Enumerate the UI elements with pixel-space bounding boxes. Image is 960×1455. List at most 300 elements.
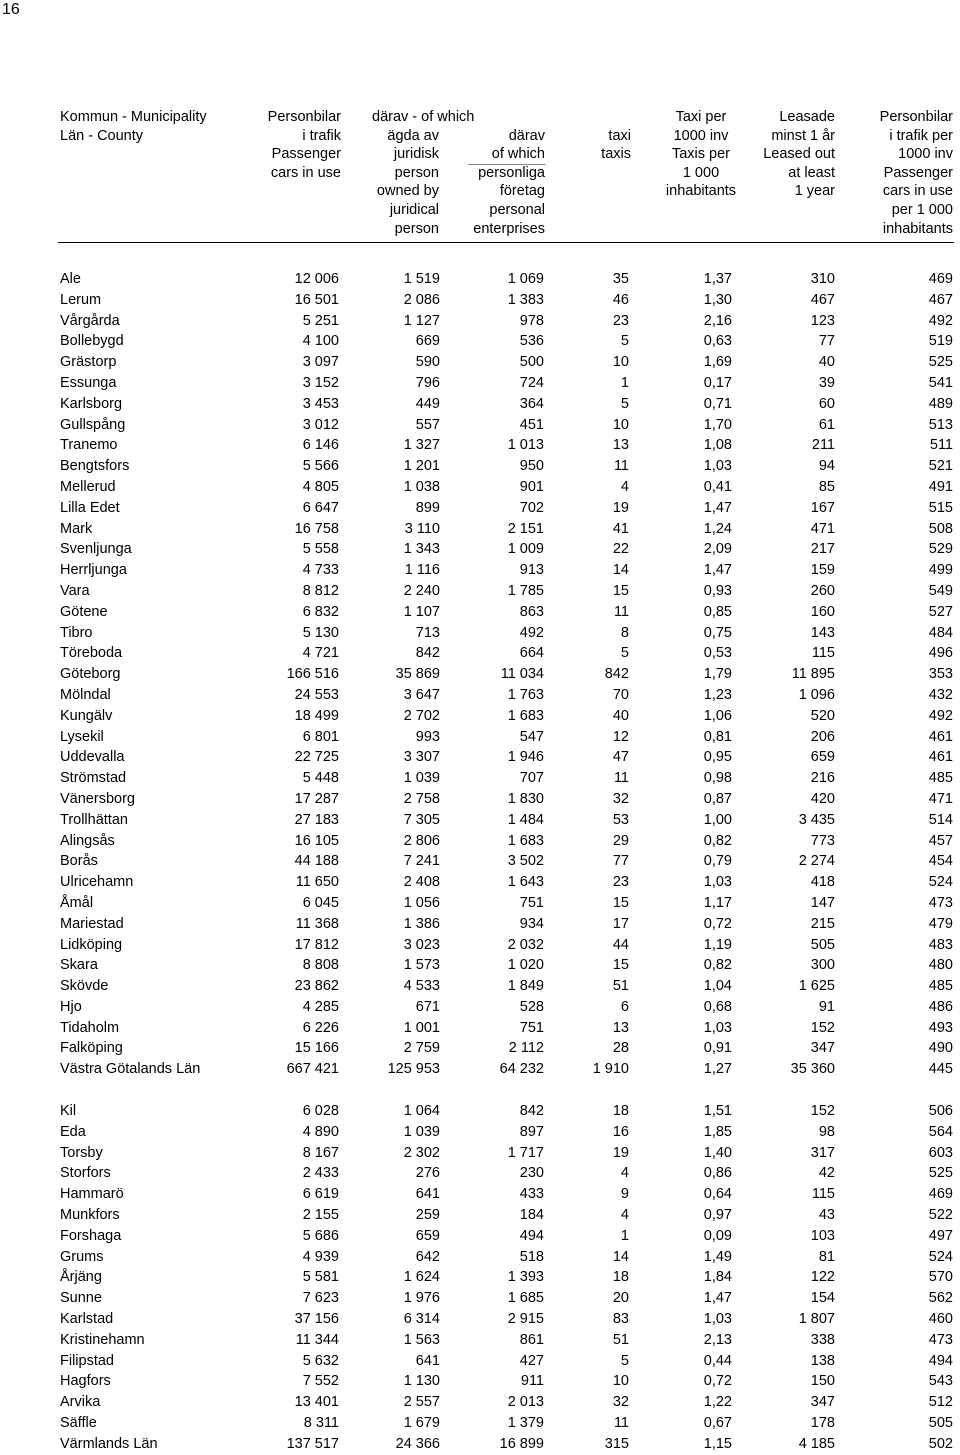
taxi-per-1000-cell: 0,86 bbox=[703, 1165, 732, 1182]
taxi-per-1000-cell: 0,82 bbox=[703, 832, 732, 849]
table-row bbox=[0, 643, 960, 664]
cars-per-1000-cell: 492 bbox=[928, 312, 953, 329]
table-row bbox=[0, 1143, 960, 1164]
juridical-cell: 2 806 bbox=[403, 832, 440, 849]
municipality-cell: Karlsborg bbox=[60, 395, 123, 412]
taxi-cell: 8 bbox=[620, 624, 629, 641]
municipality-cell: Götene bbox=[60, 603, 108, 620]
leased-cell: 1 625 bbox=[798, 978, 835, 995]
table-row bbox=[0, 581, 960, 602]
cars-in-use-cell: 5 581 bbox=[302, 1269, 339, 1286]
taxi-cell: 20 bbox=[612, 1290, 629, 1307]
personal-enterprises-cell: 1 785 bbox=[507, 582, 544, 599]
taxi-cell: 9 bbox=[620, 1186, 629, 1203]
municipality-cell: Göteborg bbox=[60, 666, 121, 683]
municipality-cell: Skara bbox=[60, 957, 98, 974]
leased-cell: 94 bbox=[818, 458, 835, 475]
taxi-per-1000-cell: 1,47 bbox=[703, 562, 732, 579]
cars-in-use-cell: 3 097 bbox=[302, 354, 339, 371]
table-row bbox=[0, 810, 960, 831]
header-line: personliga bbox=[478, 164, 545, 181]
municipality-cell: Skövde bbox=[60, 978, 109, 995]
taxi-cell: 15 bbox=[612, 894, 629, 911]
personal-enterprises-cell: 11 034 bbox=[500, 666, 544, 683]
cars-per-1000-cell: 506 bbox=[928, 1103, 953, 1119]
personal-enterprises-cell: 702 bbox=[519, 499, 544, 516]
municipality-cell: Uddevalla bbox=[60, 749, 125, 766]
juridical-cell: 641 bbox=[415, 1186, 440, 1203]
taxi-cell: 315 bbox=[604, 1435, 629, 1452]
table-row bbox=[0, 1351, 960, 1372]
table-row bbox=[0, 1247, 960, 1268]
leased-cell: 60 bbox=[818, 395, 835, 412]
cars-in-use-cell: 3 012 bbox=[302, 416, 339, 433]
header-line: ägda av bbox=[387, 127, 439, 144]
table-row bbox=[0, 498, 960, 519]
juridical-cell: 713 bbox=[415, 624, 440, 641]
juridical-cell: 4 533 bbox=[403, 978, 440, 995]
header-line: 1000 inv bbox=[673, 127, 729, 144]
personal-enterprises-cell: 492 bbox=[519, 624, 544, 641]
taxi-per-1000-cell: 1,03 bbox=[703, 1310, 732, 1327]
personal-enterprises-cell: 2 013 bbox=[507, 1394, 544, 1411]
personal-enterprises-cell: 1 717 bbox=[507, 1144, 544, 1161]
personal-enterprises-cell: 724 bbox=[519, 374, 544, 391]
juridical-cell: 449 bbox=[415, 395, 440, 412]
leased-cell: 85 bbox=[818, 478, 835, 495]
personal-enterprises-cell: 528 bbox=[519, 998, 544, 1015]
table-body-varmland bbox=[0, 1101, 960, 1455]
cars-in-use-cell: 44 188 bbox=[294, 853, 339, 870]
leased-cell: 347 bbox=[810, 1394, 835, 1411]
leased-cell: 167 bbox=[810, 499, 835, 516]
leased-cell: 317 bbox=[810, 1144, 835, 1161]
taxi-cell: 46 bbox=[612, 291, 629, 308]
table-row bbox=[0, 311, 960, 332]
juridical-cell: 3 023 bbox=[403, 936, 440, 953]
taxi-cell: 17 bbox=[612, 915, 629, 932]
cars-per-1000-cell: 522 bbox=[928, 1206, 953, 1223]
cars-per-1000-cell: 469 bbox=[928, 271, 953, 287]
leased-cell: 39 bbox=[818, 374, 835, 391]
leased-cell: 420 bbox=[810, 790, 835, 807]
leased-cell: 260 bbox=[810, 582, 835, 599]
leased-cell: 216 bbox=[810, 770, 835, 787]
personal-enterprises-cell: 751 bbox=[519, 894, 544, 911]
taxi-cell: 32 bbox=[612, 790, 629, 807]
cars-in-use-cell: 4 733 bbox=[302, 562, 339, 579]
juridical-cell: 796 bbox=[415, 374, 440, 391]
leased-cell: 154 bbox=[810, 1290, 835, 1307]
taxi-per-1000-cell: 1,49 bbox=[703, 1248, 732, 1265]
taxi-per-1000-cell: 0,71 bbox=[703, 395, 732, 412]
cars-per-1000-cell: 529 bbox=[928, 541, 953, 558]
table-row bbox=[0, 456, 960, 477]
leased-cell: 103 bbox=[810, 1227, 835, 1244]
header-line: Passenger bbox=[271, 146, 341, 163]
taxi-cell: 19 bbox=[612, 499, 629, 516]
personal-enterprises-cell: 934 bbox=[519, 915, 544, 932]
municipality-cell: Säffle bbox=[60, 1414, 97, 1431]
taxi-per-1000-cell: 1,22 bbox=[703, 1394, 732, 1411]
municipality-cell: Grums bbox=[60, 1248, 104, 1265]
personal-enterprises-cell: 707 bbox=[519, 770, 544, 787]
juridical-cell: 3 647 bbox=[403, 686, 440, 703]
personal-enterprises-cell: 2 151 bbox=[507, 520, 544, 537]
municipality-cell: Ale bbox=[60, 271, 81, 287]
municipality-cell: Gullspång bbox=[60, 416, 126, 433]
cars-per-1000-cell: 483 bbox=[928, 936, 953, 953]
table-row bbox=[0, 1330, 960, 1351]
taxi-cell: 23 bbox=[612, 874, 629, 891]
cars-per-1000-cell: 491 bbox=[928, 478, 953, 495]
header-rule bbox=[58, 242, 954, 243]
personal-enterprises-cell: 1 683 bbox=[507, 832, 544, 849]
juridical-cell: 259 bbox=[415, 1206, 440, 1223]
table-row bbox=[0, 1288, 960, 1309]
municipality-cell: Årjäng bbox=[60, 1269, 102, 1286]
taxi-cell: 10 bbox=[612, 416, 629, 433]
cars-per-1000-cell: 562 bbox=[928, 1290, 953, 1307]
cars-in-use-cell: 27 183 bbox=[294, 811, 339, 828]
taxi-per-1000-cell: 1,17 bbox=[703, 894, 732, 911]
municipality-cell: Mellerud bbox=[60, 478, 116, 495]
municipality-cell: Mark bbox=[60, 520, 93, 537]
leased-cell: 43 bbox=[818, 1206, 835, 1223]
cars-per-1000-cell: 485 bbox=[928, 978, 953, 995]
header-line: 1 year bbox=[794, 183, 835, 200]
personal-enterprises-cell: 500 bbox=[519, 354, 544, 371]
header-line: Personbilar bbox=[879, 109, 953, 125]
table-row bbox=[0, 415, 960, 436]
header-line: Leased out bbox=[763, 146, 835, 163]
personal-enterprises-cell: 1 849 bbox=[507, 978, 544, 995]
municipality-cell: Forshaga bbox=[60, 1227, 122, 1244]
leased-cell: 520 bbox=[810, 707, 835, 724]
header-line: Personbilar bbox=[267, 109, 341, 125]
table-row bbox=[0, 1371, 960, 1392]
municipality-cell: Alingsås bbox=[60, 832, 115, 849]
cars-per-1000-cell: 527 bbox=[928, 603, 953, 620]
personal-enterprises-cell: 950 bbox=[519, 458, 544, 475]
juridical-cell: 1 327 bbox=[403, 437, 440, 454]
personal-enterprises-cell: 1 013 bbox=[507, 437, 544, 454]
header-line: per 1 000 bbox=[891, 201, 953, 218]
municipality-cell: Filipstad bbox=[60, 1352, 114, 1369]
cars-per-1000-cell: 564 bbox=[928, 1123, 953, 1140]
taxi-cell: 19 bbox=[612, 1144, 629, 1161]
municipality-cell: Essunga bbox=[60, 374, 117, 391]
taxi-cell: 1 bbox=[620, 374, 629, 391]
cars-in-use-cell: 11 368 bbox=[295, 915, 339, 932]
juridical-cell: 993 bbox=[415, 728, 440, 745]
juridical-cell: 3 307 bbox=[403, 749, 440, 766]
taxi-per-1000-cell: 1,79 bbox=[703, 666, 732, 683]
municipality-cell: Borås bbox=[60, 853, 98, 870]
leased-cell: 115 bbox=[811, 645, 835, 662]
header-taxi bbox=[601, 127, 631, 164]
taxi-per-1000-cell: 0,93 bbox=[703, 582, 732, 599]
taxi-cell: 5 bbox=[620, 1352, 629, 1369]
taxi-cell: 14 bbox=[612, 562, 629, 579]
personal-enterprises-cell: 1 685 bbox=[507, 1290, 544, 1307]
cars-in-use-cell: 6 028 bbox=[302, 1103, 339, 1119]
personal-enterprises-cell: 1 393 bbox=[507, 1269, 544, 1286]
taxi-cell: 77 bbox=[612, 853, 629, 870]
personal-enterprises-cell: 184 bbox=[519, 1206, 544, 1223]
leased-cell: 1 096 bbox=[798, 686, 835, 703]
cars-per-1000-cell: 524 bbox=[928, 874, 953, 891]
table-row bbox=[0, 1392, 960, 1413]
juridical-cell: 2 759 bbox=[403, 1040, 440, 1057]
juridical-cell: 642 bbox=[415, 1248, 440, 1265]
cars-per-1000-cell: 541 bbox=[928, 374, 953, 391]
cars-per-1000-cell: 460 bbox=[928, 1310, 953, 1327]
leased-cell: 150 bbox=[810, 1373, 835, 1390]
personal-enterprises-cell: 897 bbox=[519, 1123, 544, 1140]
leased-cell: 418 bbox=[810, 874, 835, 891]
personal-enterprises-cell: 913 bbox=[519, 562, 544, 579]
leased-cell: 81 bbox=[818, 1248, 835, 1265]
leased-cell: 215 bbox=[810, 915, 835, 932]
leased-cell: 122 bbox=[810, 1269, 835, 1286]
taxi-per-1000-cell: 1,03 bbox=[703, 874, 732, 891]
juridical-cell: 659 bbox=[415, 1227, 440, 1244]
header-line: owned by bbox=[376, 183, 439, 200]
personal-enterprises-cell: 1 379 bbox=[507, 1414, 544, 1431]
juridical-cell: 2 408 bbox=[403, 874, 440, 891]
taxi-cell: 10 bbox=[612, 354, 629, 371]
juridical-cell: 1 679 bbox=[403, 1414, 440, 1431]
juridical-cell: 1 343 bbox=[403, 541, 440, 558]
municipality-cell: Sunne bbox=[60, 1290, 102, 1307]
header-line: företag bbox=[499, 183, 545, 200]
taxi-per-1000-cell: 1,30 bbox=[703, 291, 732, 308]
cars-per-1000-cell: 496 bbox=[928, 645, 953, 662]
taxi-cell: 83 bbox=[612, 1310, 629, 1327]
juridical-cell: 1 130 bbox=[403, 1373, 440, 1390]
header-group-title bbox=[372, 108, 474, 127]
cars-in-use-cell: 13 401 bbox=[294, 1394, 339, 1411]
personal-enterprises-cell: 978 bbox=[519, 312, 544, 329]
leased-cell: 143 bbox=[810, 624, 835, 641]
juridical-cell: 7 241 bbox=[403, 853, 440, 870]
cars-in-use-cell: 16 105 bbox=[294, 832, 339, 849]
cars-in-use-cell: 11 650 bbox=[295, 874, 339, 891]
municipality-cell: Strömstad bbox=[60, 770, 127, 787]
cars-per-1000-cell: 353 bbox=[928, 666, 953, 683]
taxi-cell: 15 bbox=[612, 582, 629, 599]
cars-in-use-cell: 2 155 bbox=[302, 1206, 339, 1223]
taxi-per-1000-cell: 1,00 bbox=[703, 811, 732, 828]
juridical-cell: 1 624 bbox=[403, 1269, 440, 1286]
taxi-per-1000-cell: 1,06 bbox=[703, 707, 732, 724]
cars-in-use-cell: 8 311 bbox=[303, 1414, 339, 1431]
header-cars-per-1000 bbox=[880, 108, 953, 238]
juridical-cell: 2 557 bbox=[403, 1394, 440, 1411]
cars-per-1000-cell: 511 bbox=[929, 437, 953, 454]
personal-enterprises-cell: 863 bbox=[519, 603, 544, 620]
header-line: personal bbox=[489, 201, 545, 218]
municipality-cell: Värmlands Län bbox=[60, 1435, 158, 1452]
municipality-cell: Lilla Edet bbox=[60, 499, 120, 516]
taxi-per-1000-cell: 0,95 bbox=[703, 749, 732, 766]
cars-in-use-cell: 24 553 bbox=[294, 686, 339, 703]
leased-cell: 505 bbox=[810, 936, 835, 953]
header-line: juridisk bbox=[393, 146, 439, 163]
taxi-cell: 5 bbox=[620, 333, 629, 350]
header-leased bbox=[763, 108, 835, 201]
cars-in-use-cell: 4 285 bbox=[302, 998, 339, 1015]
cars-per-1000-cell: 457 bbox=[928, 832, 953, 849]
taxi-per-1000-cell: 1,85 bbox=[703, 1123, 732, 1140]
cars-in-use-cell: 6 647 bbox=[302, 499, 339, 516]
taxi-per-1000-cell: 0,41 bbox=[703, 478, 732, 495]
leased-cell: 40 bbox=[818, 354, 835, 371]
cars-in-use-cell: 3 152 bbox=[302, 374, 339, 391]
table-row bbox=[0, 976, 960, 997]
cars-per-1000-cell: 479 bbox=[928, 915, 953, 932]
personal-enterprises-cell: 64 232 bbox=[499, 1061, 544, 1078]
table-row bbox=[0, 1122, 960, 1143]
cars-in-use-cell: 6 619 bbox=[302, 1186, 339, 1203]
header-line: cars in use bbox=[882, 183, 953, 200]
cars-in-use-cell: 5 558 bbox=[302, 541, 339, 558]
cars-per-1000-cell: 445 bbox=[928, 1061, 953, 1078]
cars-per-1000-cell: 494 bbox=[928, 1352, 953, 1369]
table-row bbox=[0, 623, 960, 644]
personal-enterprises-cell: 433 bbox=[519, 1186, 544, 1203]
municipality-cell: Hagfors bbox=[60, 1373, 111, 1390]
taxi-per-1000-cell: 0,91 bbox=[703, 1040, 732, 1057]
table-row bbox=[0, 1163, 960, 1184]
table-row bbox=[0, 727, 960, 748]
personal-enterprises-cell: 16 899 bbox=[499, 1435, 544, 1452]
cars-in-use-cell: 17 812 bbox=[294, 936, 339, 953]
personal-enterprises-cell: 3 502 bbox=[507, 853, 544, 870]
header-line: of which bbox=[491, 146, 545, 163]
personal-enterprises-cell: 1 763 bbox=[507, 686, 544, 703]
leased-cell: 310 bbox=[810, 271, 835, 287]
table-row bbox=[0, 893, 960, 914]
taxi-cell: 15 bbox=[612, 957, 629, 974]
cars-in-use-cell: 6 226 bbox=[302, 1019, 339, 1036]
taxi-per-1000-cell: 0,09 bbox=[703, 1227, 732, 1244]
cars-in-use-cell: 6 832 bbox=[302, 603, 339, 620]
table-row bbox=[0, 997, 960, 1018]
personal-enterprises-cell: 1 643 bbox=[507, 874, 544, 891]
juridical-cell: 1 573 bbox=[403, 957, 440, 974]
personal-enterprises-cell: 1 946 bbox=[507, 749, 544, 766]
personal-enterprises-cell: 494 bbox=[519, 1227, 544, 1244]
municipality-cell: Lysekil bbox=[60, 728, 104, 745]
table-row bbox=[0, 1184, 960, 1205]
taxi-cell: 842 bbox=[604, 666, 629, 683]
leased-cell: 98 bbox=[818, 1123, 835, 1140]
taxi-per-1000-cell: 1,23 bbox=[703, 686, 732, 703]
municipality-cell: Hammarö bbox=[60, 1186, 124, 1203]
personal-enterprises-cell: 1 830 bbox=[507, 790, 544, 807]
taxi-cell: 6 bbox=[620, 998, 629, 1015]
cars-per-1000-cell: 497 bbox=[928, 1227, 953, 1244]
leased-cell: 217 bbox=[810, 541, 835, 558]
table-row bbox=[0, 935, 960, 956]
taxi-cell: 16 bbox=[612, 1123, 629, 1140]
cars-in-use-cell: 4 890 bbox=[302, 1123, 339, 1140]
header-line: Passenger bbox=[883, 164, 953, 181]
municipality-cell: Arvika bbox=[60, 1394, 101, 1411]
municipality-cell: Töreboda bbox=[60, 645, 123, 662]
table-row bbox=[0, 1413, 960, 1434]
leased-cell: 159 bbox=[810, 562, 835, 579]
taxi-cell: 4 bbox=[620, 1206, 629, 1223]
personal-enterprises-cell: 536 bbox=[519, 333, 544, 350]
municipality-cell: Torsby bbox=[60, 1144, 103, 1161]
leased-cell: 160 bbox=[810, 603, 835, 620]
cars-in-use-cell: 37 156 bbox=[294, 1310, 339, 1327]
taxi-per-1000-cell: 1,19 bbox=[703, 936, 732, 953]
table-row bbox=[0, 331, 960, 352]
taxi-cell: 28 bbox=[612, 1040, 629, 1057]
leased-cell: 152 bbox=[810, 1103, 835, 1119]
taxi-cell: 40 bbox=[612, 707, 629, 724]
juridical-cell: 7 305 bbox=[403, 811, 440, 828]
cars-in-use-cell: 4 100 bbox=[302, 333, 339, 350]
juridical-cell: 1 519 bbox=[403, 271, 440, 287]
personal-enterprises-cell: 2 915 bbox=[507, 1310, 544, 1327]
personal-enterprises-cell: 2 112 bbox=[508, 1040, 544, 1057]
leased-cell: 61 bbox=[818, 416, 835, 433]
cars-per-1000-cell: 543 bbox=[928, 1373, 953, 1390]
juridical-cell: 641 bbox=[415, 1352, 440, 1369]
leased-cell: 2 274 bbox=[798, 853, 835, 870]
header-line: juridical bbox=[389, 201, 439, 218]
table-row bbox=[0, 394, 960, 415]
table-row bbox=[0, 1309, 960, 1330]
leased-cell: 178 bbox=[810, 1414, 835, 1431]
leased-cell: 3 435 bbox=[798, 811, 835, 828]
juridical-cell: 24 366 bbox=[395, 1435, 440, 1452]
leased-cell: 147 bbox=[810, 894, 835, 911]
cars-in-use-cell: 6 801 bbox=[302, 728, 339, 745]
header-line: taxi bbox=[608, 127, 631, 144]
juridical-cell: 590 bbox=[415, 354, 440, 371]
taxi-cell: 5 bbox=[620, 645, 629, 662]
cars-per-1000-cell: 432 bbox=[928, 686, 953, 703]
juridical-cell: 1 116 bbox=[404, 562, 440, 579]
juridical-cell: 1 039 bbox=[403, 770, 440, 787]
cars-in-use-cell: 4 939 bbox=[302, 1248, 339, 1265]
municipality-cell: Kungälv bbox=[60, 707, 113, 724]
taxi-per-1000-cell: 0,44 bbox=[703, 1352, 732, 1369]
taxi-cell: 18 bbox=[612, 1269, 629, 1286]
cars-in-use-cell: 4 721 bbox=[302, 645, 339, 662]
cars-per-1000-cell: 471 bbox=[928, 790, 953, 807]
cars-per-1000-cell: 467 bbox=[928, 291, 953, 308]
leased-cell: 211 bbox=[811, 437, 835, 454]
leased-cell: 1 807 bbox=[798, 1310, 835, 1327]
cars-in-use-cell: 8 808 bbox=[302, 957, 339, 974]
cars-in-use-cell: 11 344 bbox=[295, 1331, 339, 1348]
taxi-cell: 4 bbox=[620, 1165, 629, 1182]
header-line: enterprises bbox=[473, 220, 545, 237]
juridical-cell: 1 201 bbox=[403, 458, 440, 475]
leased-cell: 115 bbox=[811, 1186, 835, 1203]
juridical-cell: 1 038 bbox=[403, 478, 440, 495]
header-taxi-per-1000 bbox=[648, 108, 754, 201]
cars-per-1000-cell: 486 bbox=[928, 998, 953, 1015]
header-line: Taxis per bbox=[671, 146, 731, 163]
